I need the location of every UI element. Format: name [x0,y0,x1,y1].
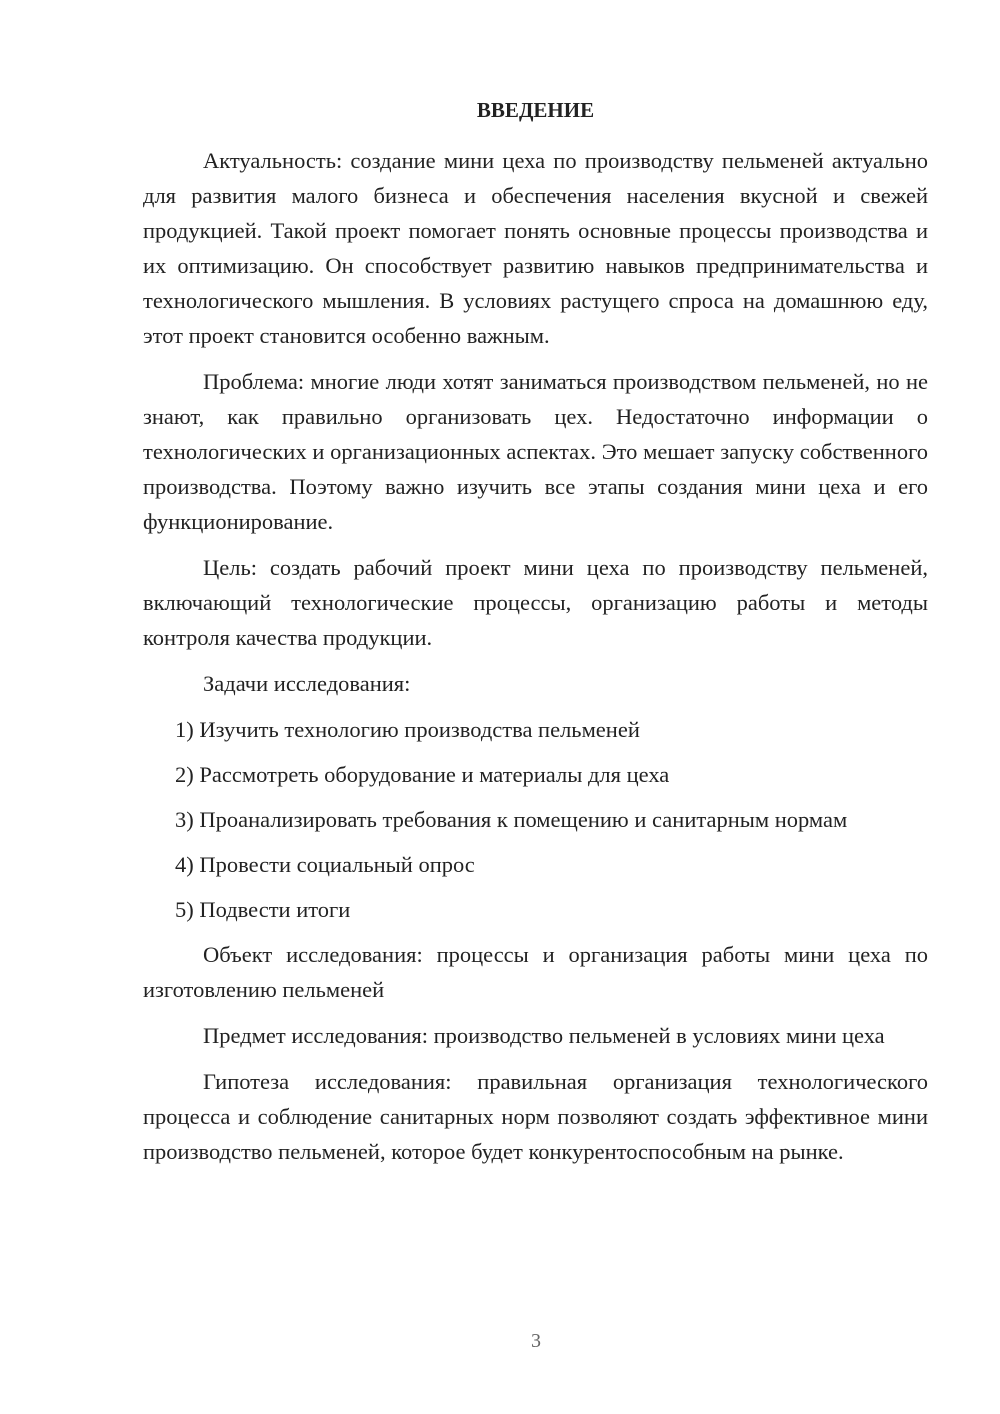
list-item: 5) Подвести итоги [175,897,351,922]
relevance-paragraph: Актуальность: создание мини цеха по производству пельменей актуально для развития малого бизнеса и обеспечения населения вкусной и свежей продукцией. Такой проект помогает понять основные процессы производства и их оптимизацию. Он способствует развитию навыков предпринимательства и технологического мышления. В условиях растущего спроса на домашнюю еду, этот проект становится особенно важным. [143,148,928,348]
document-page [143,95,928,1180]
tasks-heading: Задачи исследования: [203,671,411,696]
page-title: ВВЕДЕНИЕ [476,98,595,122]
page-number: 3 [531,1330,541,1352]
list-item: 4) Провести социальный опрос [175,852,475,877]
list-item: 3) Проанализировать требования к помещению и санитарным нормам [175,807,848,832]
tasks-list [143,712,928,927]
problem-paragraph: Проблема: многие люди хотят заниматься производством пельменей, но не знают, как правильно организовать цех. Недостаточно информации о технологических и организационных аспектах. Это мешает запуску собственного производства. Поэтому важно изучить все этапы создания мини цеха и его функционирование. [143,369,928,534]
subject-paragraph: Предмет исследования: производство пельменей в условиях мини цеха [203,1023,885,1048]
goal-paragraph: Цель: создать рабочий проект мини цеха по производству пельменей, включающий технологические процессы, организацию работы и методы контроля качества продукции. [143,555,928,650]
object-paragraph: Объект исследования: процессы и организация работы мини цеха по изготовлению пельменей [143,942,928,1002]
list-item: 2) Рассмотреть оборудование и материалы для цеха [175,762,670,787]
list-item: 1) Изучить технологию производства пельменей [175,717,640,742]
hypothesis-paragraph: Гипотеза исследования: правильная организация технологического процесса и соблюдение санитарных норм позволяют создать эффективное мини производство пельменей, которое будет конкурентоспособным на рынке. [143,1069,928,1164]
